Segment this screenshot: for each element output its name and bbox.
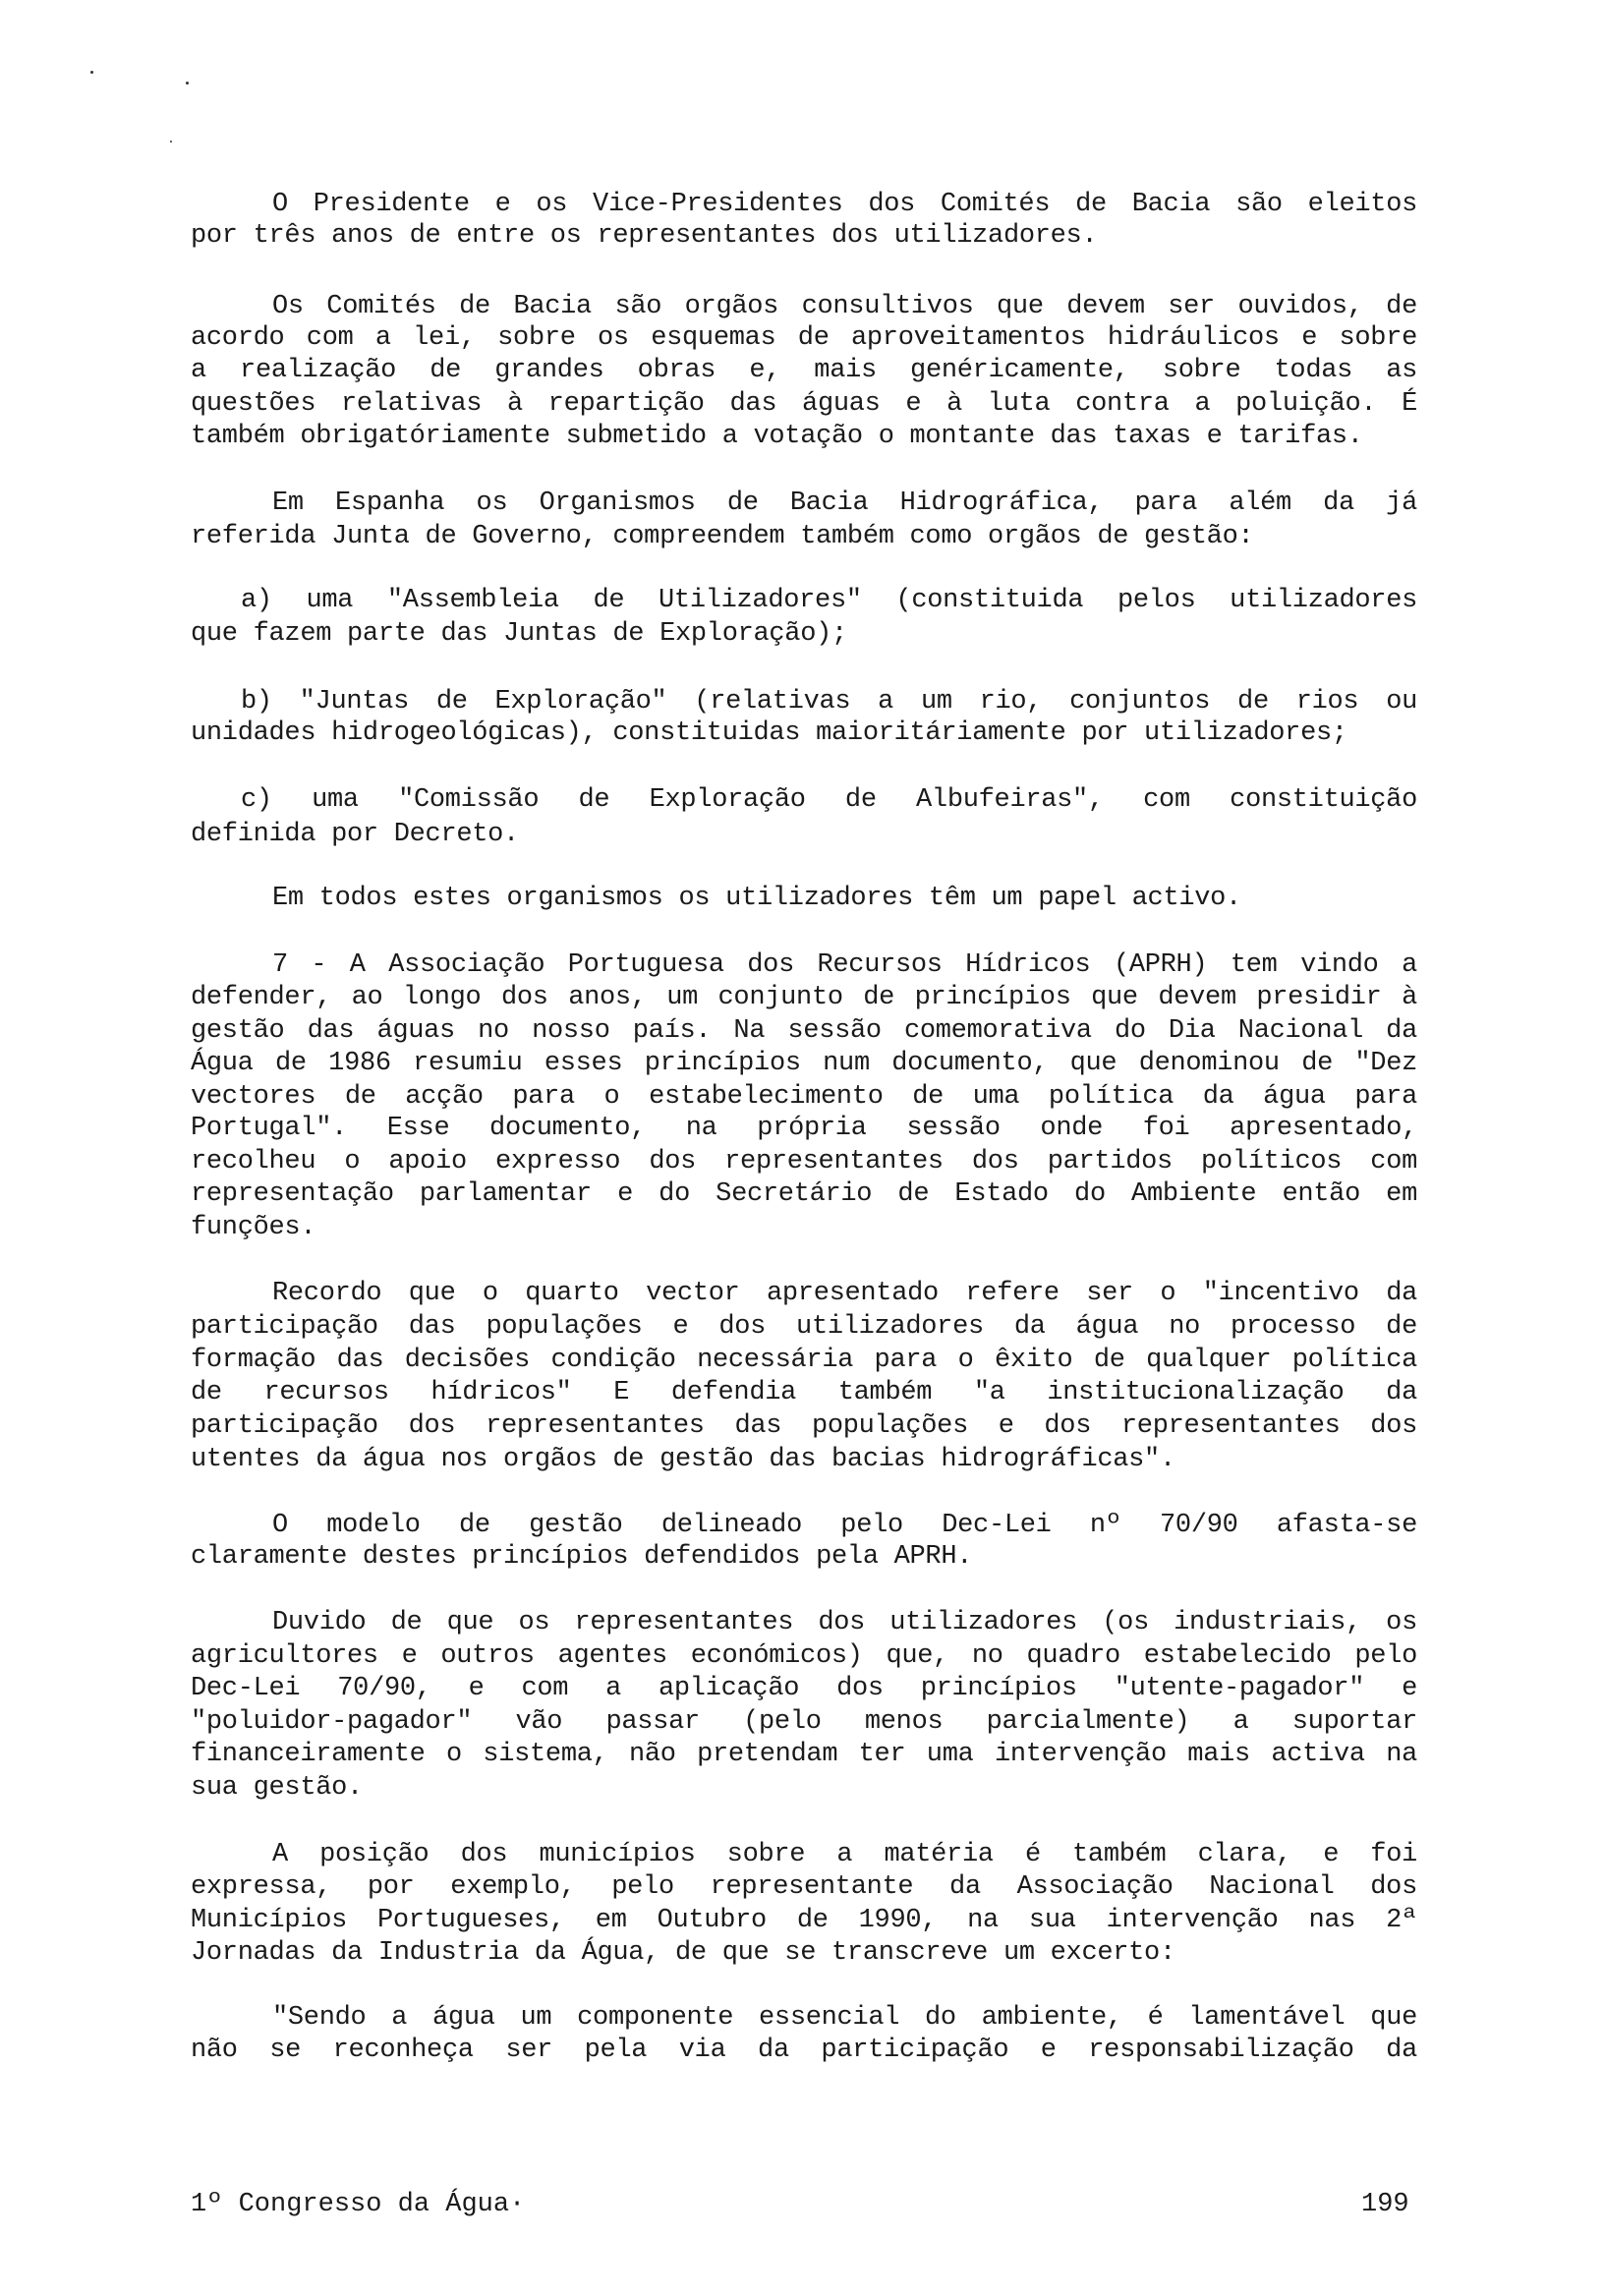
paragraph-first-line: O modelo de gestão delineado pelo Dec-Lei nº 70/90 afasta-se — [272, 1511, 1417, 1540]
paragraph-first-line: Os Comités de Bacia são orgãos consultivos que devem ser ouvidos, de — [272, 292, 1417, 321]
paragraph-line: gestão das águas no nosso país. Na sessão comemorativa do Dia Nacional da — [191, 1016, 1417, 1046]
paragraph-line: questões relativas à repartição das águas e à luta contra a poluição. É — [191, 389, 1417, 419]
paragraph-line: por três anos de entre os representantes dos utilizadores. — [191, 221, 1098, 251]
paragraph-first-line: A posição dos municípios sobre a matéria é também clara, e foi — [272, 1840, 1417, 1869]
paragraph-line: participação dos representantes das populações e dos representantes dos — [191, 1411, 1417, 1441]
paragraph-line: financeiramente o sistema, não pretendam ter uma intervenção mais activa na — [191, 1740, 1417, 1769]
paragraph-line: acordo com a lei, sobre os esquemas de aproveitamentos hidráulicos e sobre — [191, 323, 1417, 353]
paragraph-line: recolheu o apoio expresso dos representantes dos partidos políticos com — [191, 1147, 1417, 1177]
scan-speck — [170, 141, 172, 143]
paragraph-line: representação parlamentar e do Secretário de Estado do Ambiente então em — [191, 1179, 1417, 1209]
paragraph-line: unidades hidrogeológicas), constituidas maioritáriamente por utilizadores; — [191, 718, 1347, 748]
paragraph-line: utentes da água nos orgãos de gestão das bacias hidrográficas". — [191, 1445, 1175, 1474]
scan-speck — [90, 71, 93, 74]
paragraph-first-line: a) uma "Assembleia de Utilizadores" (constituida pelos utilizadores — [241, 586, 1417, 615]
paragraph-line: que fazem parte das Juntas de Exploração); — [191, 619, 847, 649]
paragraph-line: não se reconheça ser pela via da participação e responsabilização da — [191, 2036, 1417, 2065]
paragraph-line: "poluidor-pagador" vão passar (pelo menos parcialmente) a suportar — [191, 1707, 1417, 1737]
paragraph-line: também obrigatóriamente submetido a votação o montante das taxas e tarifas. — [191, 422, 1363, 451]
paragraph-line: Água de 1986 resumiu esses princípios num documento, que denominou de "Dez — [191, 1049, 1417, 1078]
paragraph-line: funções. — [191, 1213, 316, 1242]
scan-speck — [186, 82, 189, 85]
paragraph-line: claramente destes princípios defendidos pela APRH. — [191, 1542, 973, 1572]
paragraph-first-line: "Sendo a água um componente essencial do ambiente, é lamentável que — [272, 2003, 1417, 2033]
paragraph-line: Municípios Portugueses, em Outubro de 1990, na sua intervenção nas 2ª — [191, 1906, 1417, 1935]
paragraph-first-line: Em Espanha os Organismos de Bacia Hidrográfica, para além da já — [272, 488, 1417, 518]
paragraph-first-line: O Presidente e os Vice-Presidentes dos Comités de Bacia são eleitos — [272, 190, 1417, 219]
paragraph-first-line: 7 - A Associação Portuguesa dos Recursos Hídricos (APRH) tem vindo a — [272, 950, 1417, 980]
paragraph-line: Portugal". Esse documento, na própria sessão onde foi apresentado, — [191, 1114, 1417, 1143]
paragraph-line: defender, ao longo dos anos, um conjunto de princípios que devem presidir à — [191, 983, 1417, 1012]
paragraph-first-line: Em todos estes organismos os utilizadores têm um papel activo. — [272, 884, 1241, 913]
paragraph-line: sua gestão. — [191, 1773, 363, 1803]
paragraph-line: Jornadas da Industria da Água, de que se transcreve um excerto: — [191, 1938, 1175, 1968]
paragraph-line: formação das decisões condição necessária para o êxito de qualquer política — [191, 1346, 1417, 1375]
paragraph-line: referida Junta de Governo, compreendem também como orgãos de gestão: — [191, 522, 1254, 551]
paragraph-line: participação das populações e dos utilizadores da água no processo de — [191, 1312, 1417, 1342]
paragraph-line: expressa, por exemplo, pelo representante da Associação Nacional dos — [191, 1872, 1417, 1902]
paragraph-line: de recursos hídricos" E defendia também "a institucionalização da — [191, 1378, 1417, 1407]
paragraph-first-line: Duvido de que os representantes dos utilizadores (os industriais, os — [272, 1608, 1417, 1637]
paragraph-first-line: b) "Juntas de Exploração" (relativas a um rio, conjuntos de rios ou — [241, 687, 1417, 717]
footer-conference-title: 1º Congresso da Água· — [191, 2190, 526, 2219]
paragraph-line: definida por Decreto. — [191, 820, 519, 849]
paragraph-line: vectores de acção para o estabelecimento de uma política da água para — [191, 1082, 1417, 1112]
paragraph-line: agricultores e outros agentes económicos) que, no quadro estabelecido pelo — [191, 1641, 1417, 1671]
page-number: 199 — [1361, 2190, 1409, 2219]
paragraph-line: Dec-Lei 70/90, e com a aplicação dos princípios "utente-pagador" e — [191, 1674, 1417, 1703]
paragraph-first-line: Recordo que o quarto vector apresentado refere ser o "incentivo da — [272, 1279, 1417, 1308]
paragraph-first-line: c) uma "Comissão de Exploração de Albufeiras", com constituição — [241, 785, 1417, 815]
paragraph-line: a realização de grandes obras e, mais genéricamente, sobre todas as — [191, 356, 1417, 385]
